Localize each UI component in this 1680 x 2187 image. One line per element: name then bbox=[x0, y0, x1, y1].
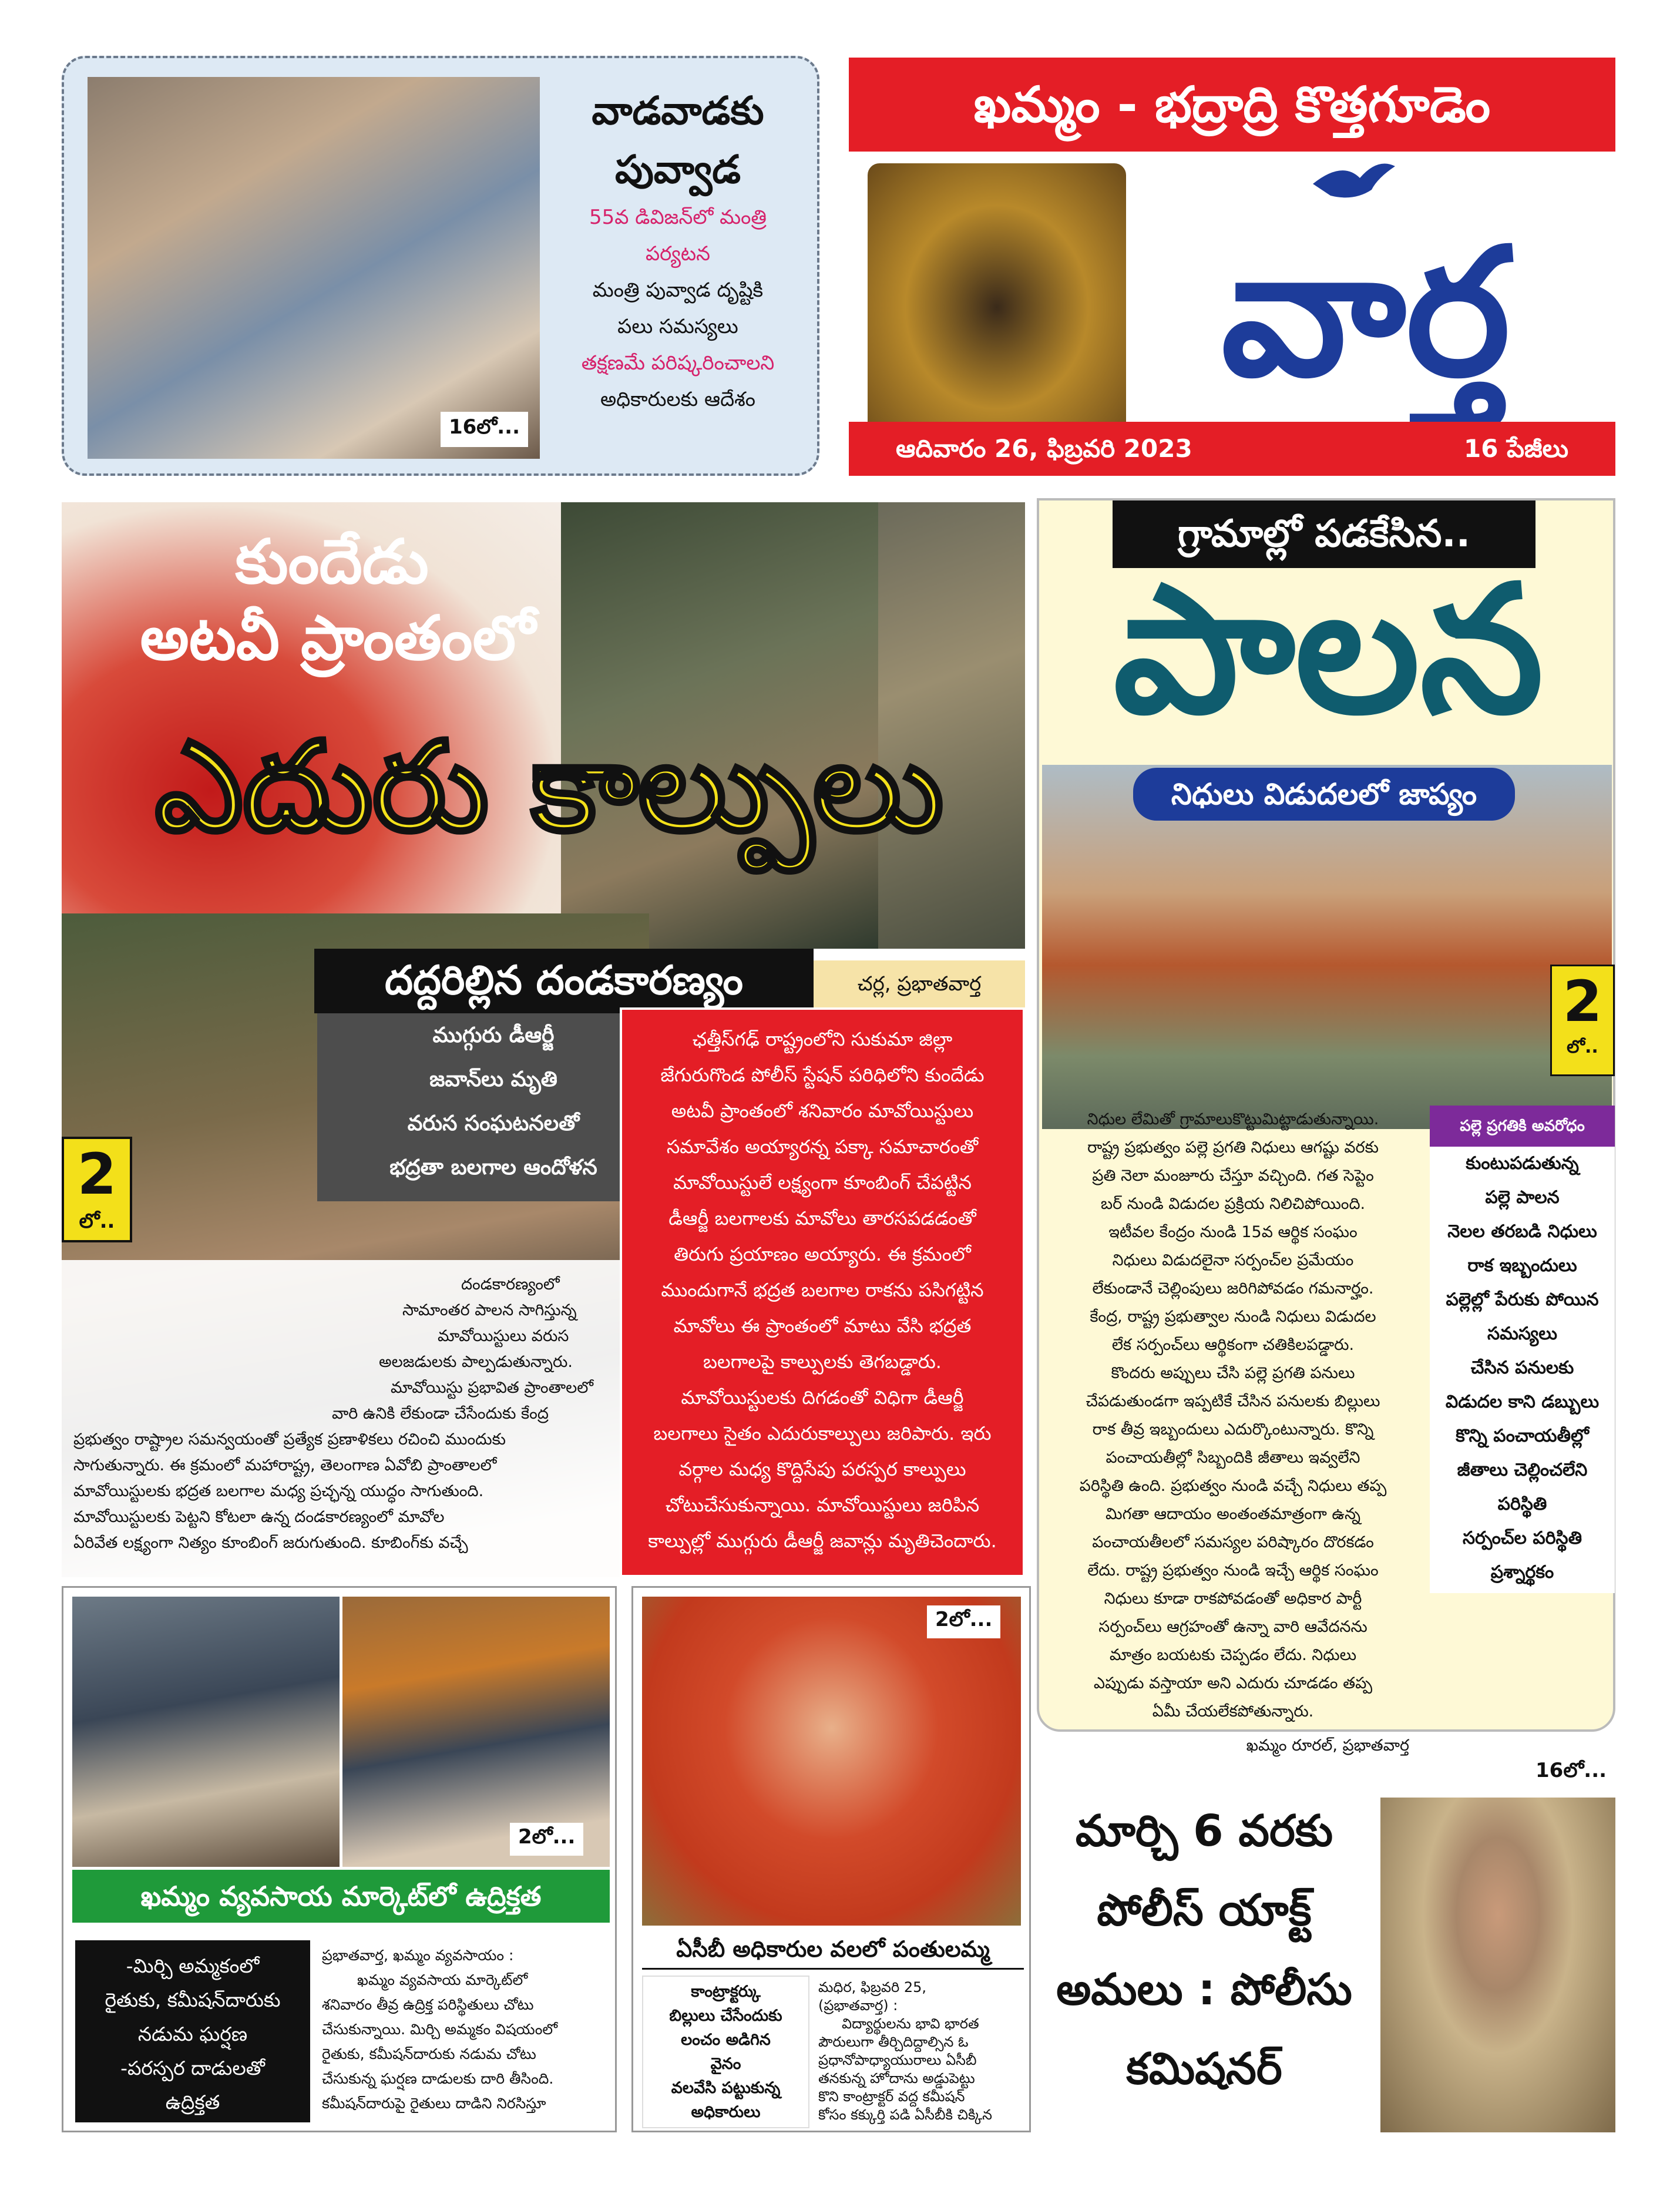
lead-subhead: దద్దరిల్లిన దండకారణ్యం bbox=[314, 949, 814, 1013]
teaser-headline-1: వాడవాడకు bbox=[592, 88, 764, 133]
gov-sidebar-title: పల్లె ప్రగతికి అవరోధం bbox=[1430, 1106, 1615, 1147]
gov-line: లేకుండానే చెల్లింపులు జరిగిపోవడం గమనార్హం. bbox=[1092, 1279, 1374, 1298]
gov-sidebar-item: విడుదల కాని డబ్బులు bbox=[1445, 1392, 1600, 1412]
market-point: ఉద్రిక్తత bbox=[165, 2091, 220, 2114]
market-line: కమీషన్‌దారుపై రైతులు దాడిని నిరసిస్తూ bbox=[322, 2095, 546, 2112]
acb-points bbox=[642, 1976, 809, 2128]
acb-line: (ప్రభాతవార్త) : bbox=[818, 1997, 898, 2014]
gov-sidebar-item: జీతాలు చెల్లించలేని bbox=[1457, 1460, 1588, 1480]
lead-left-line: సాగుతున్నారు. ఈ క్రమంలో మహారాష్ట్ర, తెలంగాణ ఏవోబి ప్రాంతాలలో bbox=[73, 1456, 497, 1474]
gov-line: పరిస్థితి ఉంది. ప్రభుత్వం నుండి వచ్చే నిధులు తప్ప bbox=[1079, 1477, 1387, 1495]
lead-kicker-2: అటవీ ప్రాంతంలో bbox=[140, 602, 536, 674]
red-line: తిరుగు ప్రయాణం అయ్యారు. ఈ క్రమంలో bbox=[674, 1243, 971, 1265]
acb-line: తనకున్న హోదాను అడ్డుపెట్టు bbox=[818, 2070, 975, 2087]
issue-date: ఆదివారం 26, ఫిబ్రవరి 2023 bbox=[896, 434, 1192, 463]
police-story bbox=[1037, 1756, 1615, 2132]
gov-line: ఏమీ చేయలేకపోతున్నారు. bbox=[1152, 1702, 1314, 1721]
gov-sidebar-item: పరిస్థితి bbox=[1497, 1494, 1547, 1514]
gov-line: కొందరు అప్పులు చేసి పల్లె ప్రగతి పనులు bbox=[1111, 1364, 1355, 1382]
lead-story bbox=[62, 502, 1025, 1577]
market-story bbox=[62, 1586, 617, 2132]
market-line: రైతుకు, కమీషన్‌దారుకు నడుమ చోటు bbox=[322, 2045, 536, 2062]
red-line: మావోయిస్టులే లక్ష్యంగా కూంబింగ్ చేపట్టిన bbox=[673, 1171, 972, 1194]
lead-credit: చర్ల, ప్రభాతవార్త bbox=[814, 960, 1025, 1007]
red-line: ఛత్తీస్‌గఢ్ రాష్ట్రంలోని సుకుమా జిల్లా bbox=[692, 1028, 953, 1050]
gov-sidebar bbox=[1430, 1106, 1615, 1593]
gov-page-ref-txt: లో.. bbox=[1567, 1037, 1598, 1057]
page-ref-teaser[interactable]: 16లో... bbox=[441, 412, 528, 447]
market-photo-1 bbox=[72, 1597, 340, 1867]
acb-body bbox=[818, 1978, 1024, 2124]
gov-kicker: గ్రామాల్లో పడకేసిన.. bbox=[1113, 500, 1535, 568]
gov-sidebar-item: రాక ఇబ్బందులు bbox=[1467, 1255, 1577, 1276]
lead-point-3: వరుస సంఘటనలతో bbox=[407, 1111, 580, 1136]
police-line-2: పోలీస్ యాక్ట్ bbox=[1097, 1885, 1312, 1936]
red-line: మావోయిస్టులకు దిగడంతో విధిగా డీఆర్జీ bbox=[681, 1386, 964, 1409]
acb-line: ప్రధానోపాధ్యాయురాలు ఏసీబీ bbox=[818, 2052, 977, 2068]
market-point: -పరస్పర దాడులతో bbox=[120, 2057, 265, 2080]
gov-body bbox=[1045, 1106, 1421, 1760]
teaser-line-6: అధికారులకు ఆదేశం bbox=[600, 388, 756, 411]
lead-point-1: ముగ్గురు డీఆర్జీ bbox=[432, 1023, 555, 1047]
acb-headline: ఏసీబీ అధికారుల వలలో పంతులమ్మ bbox=[642, 1929, 1024, 1970]
gov-line: బర్ నుండి విడుదల ప్రక్రియ నిలిచిపోయింది. bbox=[1100, 1195, 1366, 1213]
acb-line: మధిర, ఫిబ్రవరి 25, bbox=[818, 1979, 926, 1995]
gov-sidebar-item: చేసిన పనులకు bbox=[1470, 1358, 1574, 1378]
acb-line: కోసం కక్కుర్తి పడి ఏసీబీకి చిక్కిన bbox=[818, 2107, 993, 2123]
temple-deity-image bbox=[868, 163, 1126, 451]
market-line: ప్రభాతవార్త, ఖమ్మం వ్యవసాయం : bbox=[322, 1947, 514, 1964]
acb-line: విద్యార్థులను భావి భారత bbox=[842, 2015, 979, 2032]
market-headline: ఖమ్మం వ్యవసాయ మార్కెట్‌లో ఉద్రిక్తత bbox=[72, 1870, 610, 1923]
market-point: రైతుకు, కమీషన్‌దారుకు bbox=[105, 1988, 281, 2011]
gov-subhead: నిధులు విడుదలలో జాప్యం bbox=[1133, 768, 1515, 821]
gov-line: లేక సర్పంచ్‌లు ఆర్థికంగా చతికిలపడ్డారు. bbox=[1111, 1336, 1355, 1354]
teaser-sub-2: పర్యటన bbox=[645, 242, 711, 266]
police-line-3: అమలు : పోలీసు bbox=[1056, 1964, 1352, 2015]
lead-page-ref-txt: లో.. bbox=[79, 1210, 115, 1233]
gov-page-ref-num: 2 bbox=[1563, 969, 1602, 1034]
governance-story bbox=[1037, 498, 1615, 1755]
acb-story bbox=[631, 1586, 1031, 2132]
gov-line: చేపడుతుండగా ఇప్పటికే చేసిన పనులకు బిల్లులు bbox=[1086, 1392, 1380, 1410]
red-line: సమావేశం అయ్యారన్న పక్కా సమాచారంతో bbox=[666, 1136, 979, 1158]
acb-point: కాంట్రాక్టర్కు bbox=[691, 1983, 761, 2001]
lead-red-body bbox=[620, 1007, 1025, 1577]
edition-banner: ఖమ్మం - భద్రాద్రి కొత్తగూడెం bbox=[849, 58, 1615, 152]
gov-sidebar-item: కుంటుపడుతున్న bbox=[1466, 1153, 1579, 1174]
police-line-4: కమిషనర్ bbox=[1126, 2044, 1282, 2094]
lead-left-line: మావోయిస్టు ప్రభావిత ప్రాంతాలలో bbox=[391, 1379, 594, 1397]
acb-photo bbox=[642, 1597, 1021, 1926]
gov-sidebar-item: సర్పంచ్‌ల పరిస్థితి bbox=[1462, 1528, 1582, 1548]
gov-line: రాష్ట్ర ప్రభుత్వం పల్లె ప్రగతి నిధులు ఆగష్టు వరకు bbox=[1087, 1138, 1379, 1157]
red-line: జేగురుగొండ పోలీస్ స్టేషన్ పరిధిలోని కుందేడు bbox=[660, 1064, 985, 1086]
gov-line: కేంద్ర, రాష్ట్ర ప్రభుత్వాల నుండి నిధులు విడుదల bbox=[1090, 1308, 1376, 1326]
red-line: అటవీ ప్రాంతంలో శనివారం మావోయిస్టులు bbox=[671, 1100, 974, 1122]
teaser-line-5: తక్షణమే పరిష్కరించాలని bbox=[581, 351, 775, 375]
gov-line: నిధుల లేమితో గ్రామాలుకొట్టుమిట్టాడుతున్నాయి. bbox=[1087, 1110, 1379, 1128]
red-line: బలగాలపై కాల్పులకు తెగబడ్డారు. bbox=[703, 1351, 942, 1373]
top-left-teaser bbox=[62, 56, 819, 476]
market-point: నడుమ ఘర్షణ bbox=[137, 2023, 248, 2045]
gov-sidebar-item: ప్రశ్నార్థకం bbox=[1490, 1562, 1554, 1583]
gov-line: ఇటీవల కేంద్రం నుండి 15వ ఆర్థిక సంఘం bbox=[1108, 1223, 1358, 1241]
lead-left-line: దండకారణ్యంలో bbox=[461, 1275, 560, 1294]
red-line: కాల్పుల్లో ముగ్గురు డీఆర్జీ జవాన్లు మృతిచెందారు. bbox=[648, 1530, 997, 1552]
gov-sidebar-item: కొన్ని పంచాయతీల్లో bbox=[1456, 1426, 1589, 1446]
acb-point: వలవేసి పట్టుకున్న bbox=[671, 2079, 781, 2097]
police-page-ref[interactable]: 16లో... bbox=[1527, 1756, 1615, 1789]
market-line: ఖమ్మం వ్యవసాయ మార్కెట్‌లో bbox=[357, 1971, 528, 1988]
market-line: శనివారం తీవ్ర ఉద్రిక్త పరిస్థితులు చోటు bbox=[322, 1996, 534, 2013]
teaser-line-3: మంత్రి పువ్వాడ దృష్టికి bbox=[592, 278, 764, 302]
market-line: చేసుకున్న ఘర్షణ దాడులకు దారి తీసింది. bbox=[322, 2070, 554, 2087]
lead-left-line: మావోయిస్టులు వరుస bbox=[438, 1327, 569, 1345]
gov-line: ప్రతి నెలా మంజూరు చేస్తూ వచ్చింది. గత సెప్టెం bbox=[1092, 1167, 1374, 1185]
market-body bbox=[322, 1943, 610, 2116]
police-text bbox=[1037, 1792, 1372, 2109]
gov-headline: పాలన bbox=[1113, 547, 1544, 752]
police-commissioner-photo bbox=[1380, 1798, 1615, 2132]
lead-left-line: మావోయిస్టులకు పెట్టని కోటలా ఉన్న దండకారణ్యంలో మావోల bbox=[73, 1508, 445, 1526]
acb-line: కొని కాంట్రాక్టర్ వద్ద కమీషన్ bbox=[818, 2088, 965, 2105]
lead-page-ref-num: 2 bbox=[77, 1141, 117, 1207]
lead-point-4: భద్రతా బలగాల ఆందోళన bbox=[389, 1155, 597, 1180]
lead-headline: ఎదురు కాల్పులు bbox=[155, 715, 943, 859]
lead-left-body bbox=[62, 1260, 649, 1577]
red-line: ముందుగానే భద్రత బలగాల రాకను పసిగట్టిన bbox=[661, 1279, 984, 1301]
lead-points-box bbox=[317, 1013, 670, 1201]
newspaper-logo: వార్త bbox=[1221, 210, 1511, 415]
lead-left-line: మావోయిస్టులకు భద్రత బలగాల మధ్య ప్రచ్ఛన్న యుద్ధం సాగుతుంది. bbox=[73, 1482, 484, 1500]
gov-line: సర్పంచ్‌లు ఆగ్రహంతో ఉన్నా వారి ఆవేదనను bbox=[1098, 1618, 1367, 1636]
gov-line: నిధులు కూడా రాకపోవడంతో అధికార పార్టీ bbox=[1104, 1590, 1362, 1608]
acb-point: వైనం bbox=[710, 2055, 741, 2073]
red-line: చోటుచేసుకున్నాయి. మావోయిస్టులు జరిపిన bbox=[665, 1494, 980, 1516]
gov-line: మిగతా ఆదాయం అంతంతమాత్రంగా ఉన్న bbox=[1106, 1505, 1360, 1523]
gov-line: పంచాయతీలలో సమస్యల పరిష్కారం దొరకడం bbox=[1092, 1533, 1374, 1551]
acb-point: అధికారులు bbox=[691, 2103, 761, 2121]
red-line: మావోలు ఈ ప్రాంతంలో మాటు వేసి భద్రత bbox=[673, 1315, 972, 1337]
police-line-1: మార్చి 6 వరకు bbox=[1075, 1806, 1333, 1856]
market-page-ref[interactable]: 2లో... bbox=[510, 1823, 583, 1856]
acb-point: బిల్లులు చేసేందుకు bbox=[669, 2007, 782, 2025]
red-line: బలగాలు సైతం ఎదురుకాల్పులు జరిపారు. ఇరు bbox=[653, 1422, 992, 1444]
teaser-sub-1: 55వ డివిజన్‌లో మంత్రి bbox=[589, 206, 767, 229]
lead-page-ref[interactable] bbox=[62, 1137, 132, 1242]
gov-sidebar-item: పల్లె పాలన bbox=[1485, 1187, 1560, 1208]
teaser-line-4: పలు సమస్యలు bbox=[617, 315, 738, 338]
red-line: వర్గాల మధ్య కొద్దిసేపు పరస్పర కాల్పులు bbox=[678, 1458, 966, 1480]
lead-left-line: సామాంతర పాలన సాగిస్తున్న bbox=[402, 1301, 577, 1319]
acb-page-ref[interactable]: 2లో... bbox=[927, 1605, 1000, 1638]
teaser-photo bbox=[88, 77, 540, 459]
gov-sidebar-item: పల్లెల్లో పేరుకు పోయిన bbox=[1446, 1289, 1599, 1310]
lead-left-line: ఏరివేత లక్ష్యంగా నిత్యం కూంబింగ్ జరుగుతుంది. కూబింగ్‌కు వచ్చే bbox=[73, 1534, 468, 1552]
date-strip bbox=[849, 422, 1615, 476]
gov-credit: ఖమ్మం రూరల్, ప్రభాతవార్త bbox=[1246, 1736, 1409, 1755]
red-line: డీఆర్జీ బలగాలకు మావోలు తారసపడడంతో bbox=[668, 1207, 976, 1229]
lead-point-2: జవాన్‌లు మృతి bbox=[429, 1067, 557, 1091]
acb-line: పౌరులుగా తీర్చిదిద్దాల్సిన ఓ bbox=[818, 2034, 969, 2050]
gov-sidebar-item: సమస్యలు bbox=[1487, 1323, 1557, 1344]
market-line: చేసుకున్నాయి. మిర్చి అమ్మకం విషయంలో bbox=[322, 2021, 558, 2038]
gov-line: పంచాయతీల్లో సిబ్బందికి జీతాలు ఇవ్వలేని bbox=[1106, 1449, 1360, 1467]
masthead bbox=[849, 58, 1615, 476]
gov-page-ref[interactable] bbox=[1550, 965, 1615, 1076]
gov-line: ఎప్పుడు వస్తాయా అని ఎదురు చూడడం తప్ప bbox=[1093, 1674, 1373, 1692]
gov-line: లేదు. రాష్ట్ర ప్రభుత్వం నుండి ఇచ్చే ఆర్థిక సంఘం bbox=[1087, 1561, 1379, 1580]
lead-left-line: అలజడులకు పాల్పడుతున్నారు. bbox=[379, 1353, 573, 1371]
lead-left-line: ప్రభుత్వం రాష్ట్రాల సమన్వయంతో ప్రత్యేక ప్రణాళికలు రచించి ముందుకు bbox=[73, 1430, 506, 1449]
gov-line: నిధులు విడుదలైనా సర్పంచ్‌ల ప్రమేయం bbox=[1112, 1251, 1354, 1269]
teaser-headline-2: పువ్వాడ bbox=[614, 147, 741, 192]
gov-sidebar-item: నెలల తరబడి నిధులు bbox=[1447, 1221, 1597, 1242]
gov-line: రాక తీవ్ర ఇబ్బందులు ఎదుర్కొంటున్నారు. కొన్ని bbox=[1092, 1420, 1374, 1439]
lead-kicker-1: కుందేడు bbox=[235, 526, 429, 597]
acb-point: లంచం అడిగిన bbox=[681, 2031, 771, 2049]
page-count: 16 పేజీలు bbox=[1464, 434, 1568, 463]
market-points bbox=[75, 1940, 310, 2122]
lead-left-line: వారి ఉనికి లేకుండా చేసేందుకు కేంద్ర bbox=[332, 1405, 549, 1423]
market-point: -మిర్చి అమ్మకంలో bbox=[126, 1954, 260, 1977]
gov-line: మాత్రం బయటకు చెప్పడం లేదు. నిధులు bbox=[1109, 1646, 1357, 1664]
